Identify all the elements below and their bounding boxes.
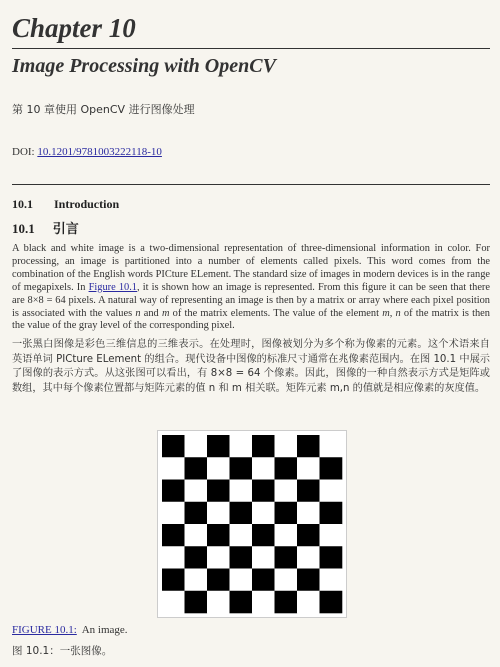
pixel-cell <box>230 457 253 480</box>
section-number: 10.1 <box>12 197 33 211</box>
pixel-cell <box>297 569 320 592</box>
chapter-subtitle: Image Processing with OpenCV <box>12 55 276 77</box>
chapter-title: Chapter 10 <box>12 13 136 43</box>
pixel-cell <box>320 480 343 503</box>
section-heading-cn <box>12 218 79 237</box>
pixel-cell <box>297 457 320 480</box>
pixel-cell <box>275 502 298 525</box>
pixel-cell <box>162 569 185 592</box>
pixel-cell <box>252 457 275 480</box>
pixel-cell <box>275 480 298 503</box>
pixel-cell <box>162 502 185 525</box>
section-rule <box>12 184 490 185</box>
pixel-cell <box>230 569 253 592</box>
pixel-cell <box>297 435 320 458</box>
pixel-cell <box>162 546 185 569</box>
figure-caption-label[interactable]: FIGURE 10.1: <box>12 624 77 636</box>
pixel-cell <box>275 435 298 458</box>
paragraph-en-part: of the matrix elements. The value of the element <box>169 307 383 319</box>
pixel-cell <box>297 502 320 525</box>
pixel-cell <box>297 546 320 569</box>
pixel-cell <box>297 480 320 503</box>
pixel-cell <box>320 435 343 458</box>
figure-caption-text: An image. <box>81 624 128 636</box>
pixel-cell <box>230 524 253 547</box>
pixel-cell <box>320 502 343 525</box>
pixel-cell <box>230 546 253 569</box>
pixel-cell <box>320 457 343 480</box>
pixel-cell <box>185 457 208 480</box>
pixel-cell <box>252 524 275 547</box>
pixel-cell <box>207 546 230 569</box>
pixel-cell <box>185 480 208 503</box>
pixel-cell <box>185 569 208 592</box>
pixel-cell <box>162 480 185 503</box>
pixel-cell <box>207 480 230 503</box>
pixel-cell <box>275 457 298 480</box>
chapter-title-cn: 第 10 章使用 OpenCV 进行图像处理 <box>12 103 195 116</box>
doi-line <box>12 146 162 158</box>
checkerboard-image <box>158 431 346 617</box>
variable-mn: m, n <box>382 307 401 319</box>
section-number-cn: 10.1 <box>12 221 35 236</box>
paragraph-en-part: A black and white image is a two-dimensional representation of three-dimensional information in color. For processing, an image is partitioned into a number of elements called pixels. This word comes from the combination of the English words PICture ELement. The standard size of images in modern devices is in the range of megapixels. In <box>12 243 490 293</box>
pixel-cell <box>185 435 208 458</box>
pixel-cell <box>207 457 230 480</box>
pixel-cell <box>275 524 298 547</box>
paragraph-en <box>12 243 490 333</box>
pixel-cell <box>185 502 208 525</box>
figure-caption-cn: 图 10.1：一张图像。 <box>12 645 113 657</box>
pixel-cell <box>185 546 208 569</box>
pixel-cell <box>320 591 343 614</box>
paragraph-cn: 一张黑白图像是彩色三维信息的三维表示。在处理时，图像被划分为多个称为像素的元素。这个术语来自英语单词 PICture ELement 的组合。现代设备中图像的标准尺寸通常在兆像素范围内。在图 10.1 中展示了图像的表示方式。从这张图可以看出，有 8×8 = 64 个像素。因此，图像的一种自然表示方式是矩阵或数组，其中每个像素位置都与矩阵元素的值 n 和 m 相关联。矩阵元素 m,n 的值就是相应像素的灰度值。 <box>12 339 490 394</box>
pixel-cell <box>207 435 230 458</box>
pixel-cell <box>320 524 343 547</box>
pixel-cell <box>207 524 230 547</box>
pixel-cell <box>230 591 253 614</box>
pixel-cell <box>297 591 320 614</box>
doi-label: DOI: <box>12 146 35 158</box>
pixel-cell <box>275 569 298 592</box>
section-title-cn: 引言 <box>52 222 79 237</box>
pixel-cell <box>252 591 275 614</box>
pixel-cell <box>230 502 253 525</box>
pixel-cell <box>185 591 208 614</box>
pixel-cell <box>252 435 275 458</box>
pixel-cell <box>320 569 343 592</box>
paragraph-en-part: and <box>140 307 162 319</box>
pixel-cell <box>162 591 185 614</box>
pixel-cell <box>252 546 275 569</box>
pixel-cell <box>207 569 230 592</box>
variable-m: m <box>161 307 170 319</box>
pixel-cell <box>252 569 275 592</box>
pixel-cell <box>297 524 320 547</box>
pixel-cell <box>207 502 230 525</box>
pixel-cell <box>252 502 275 525</box>
checkerboard-figure <box>157 430 347 618</box>
pixel-cell <box>275 591 298 614</box>
pixel-cell <box>207 591 230 614</box>
pixel-cell <box>320 546 343 569</box>
pixel-cell <box>162 524 185 547</box>
pixel-cell <box>185 524 208 547</box>
variable-n: n <box>135 307 141 319</box>
doi-link[interactable]: 10.1201/9781003222118-10 <box>37 146 162 158</box>
pixel-cell <box>275 546 298 569</box>
pixel-cell <box>162 435 185 458</box>
section-title-en: Introduction <box>54 197 120 211</box>
title-rule <box>12 48 490 49</box>
figure-caption-en <box>12 624 128 636</box>
pixel-cell <box>230 435 253 458</box>
pixel-cell <box>162 457 185 480</box>
paragraph-en-part: of the matrix is then the value of the gray level of the corresponding pixel. <box>12 307 490 332</box>
pixel-cell <box>230 480 253 503</box>
section-heading-en <box>12 197 119 212</box>
paragraph-en-part: , it is shown how an image is represented. From this figure it can be seen that there are 8×8 = 64 pixels. A natural way of representing an image is then by a matrix or array where each pixel position is associated with the values <box>12 281 491 319</box>
figure-reference-link[interactable]: Figure 10.1 <box>88 281 138 293</box>
pixel-cell <box>252 480 275 503</box>
